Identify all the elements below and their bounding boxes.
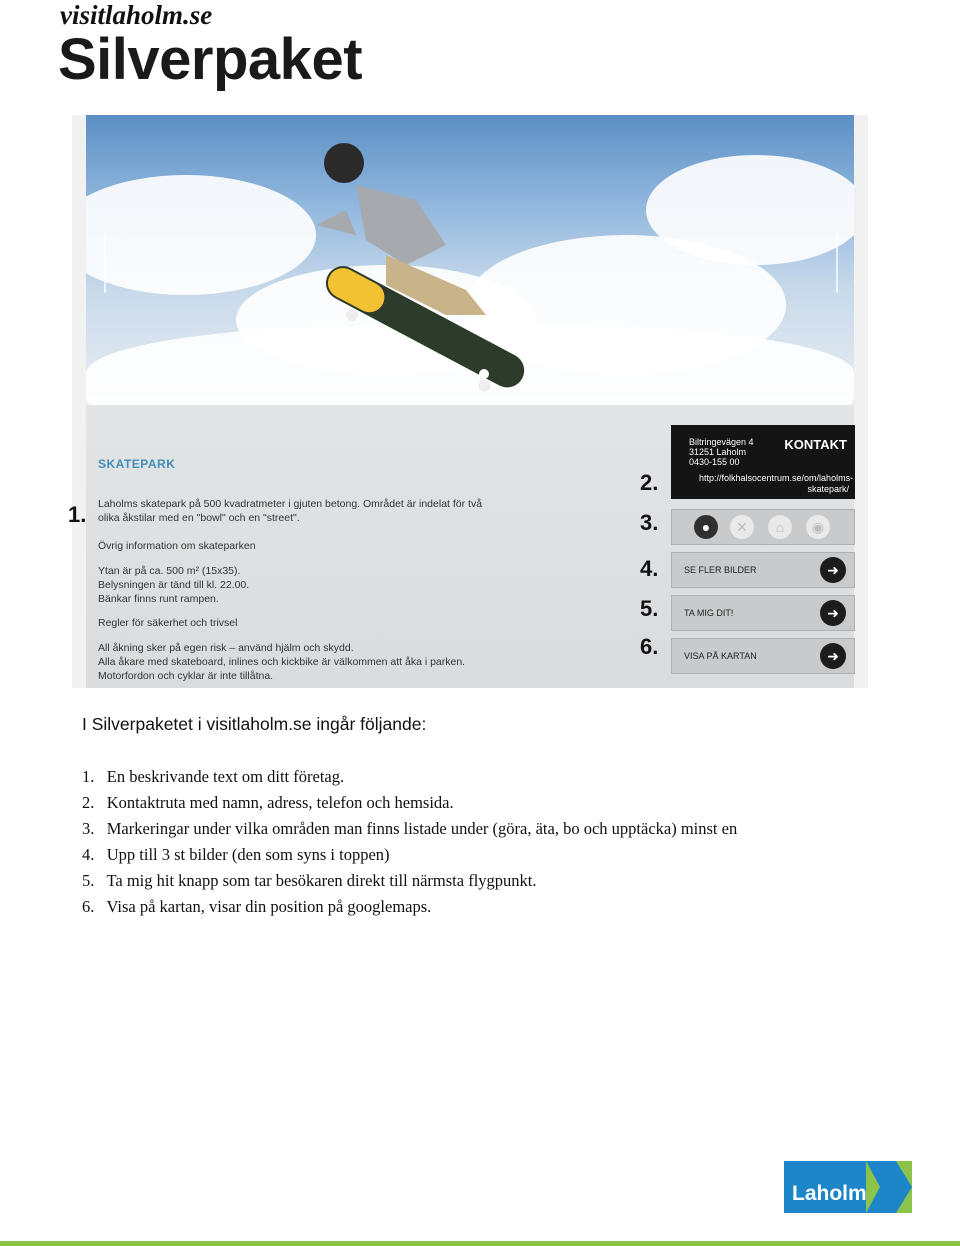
rules-heading: Regler för säkerhet och trivsel	[98, 617, 238, 629]
category-markers	[671, 509, 855, 545]
button-label: TA MIG DIT!	[684, 608, 734, 618]
contact-address: Biltringevägen 4	[689, 437, 754, 447]
logo-mark	[866, 1161, 912, 1213]
house-icon[interactable]: ⌂	[768, 515, 792, 539]
skateboarder-image	[86, 115, 854, 405]
list-item: 6. Visa på kartan, visar din position på googlemaps.	[82, 897, 432, 916]
show-on-map-button[interactable]	[671, 638, 855, 674]
logo-text: Laholm	[792, 1182, 867, 1205]
list-item: 4. Upp till 3 st bilder (den som syns i toppen)	[82, 845, 390, 864]
list-item: 2. Kontaktruta med namn, adress, telefon och hemsida.	[82, 793, 454, 812]
contact-postal: 31251 Laholm	[689, 447, 747, 457]
contact-title: KONTAKT	[784, 437, 847, 452]
info-line: Bänkar finns runt rampen.	[98, 593, 219, 605]
info-line: Belysningen är tänd till kl. 22.00.	[98, 579, 250, 591]
list-item: 5. Ta mig hit knapp som tar besökaren direkt till närmsta flygpunkt.	[82, 871, 537, 890]
rules-line: Motorfordon och cyklar är inte tillåtna.	[98, 670, 274, 682]
arrow-right-icon: ➜	[820, 643, 846, 669]
website-screenshot	[72, 115, 868, 688]
arrow-right-icon: ➜	[820, 600, 846, 626]
info-line: Ytan är på ca. 500 m² (15x35).	[98, 565, 241, 577]
intro-text: I Silverpaketet i visitlaholm.se ingår följande:	[82, 714, 427, 734]
footer-line	[0, 1241, 960, 1246]
button-label: VISA PÅ KARTAN	[684, 651, 757, 661]
contact-phone: 0430-155 00	[689, 457, 740, 467]
arrow-right-icon: ➜	[820, 557, 846, 583]
cutlery-icon[interactable]: ✕	[730, 515, 754, 539]
marker-2: 2.	[640, 470, 659, 495]
rules-line: All åkning sker på egen risk – använd hjälm och skydd.	[98, 642, 354, 654]
location-pin-icon[interactable]: ●	[694, 515, 718, 539]
marker-5: 5.	[640, 596, 659, 621]
feature-list	[82, 764, 737, 920]
info-heading: Övrig information om skateparken	[98, 540, 256, 552]
marker-4: 4.	[640, 556, 659, 581]
contact-url[interactable]	[699, 473, 854, 495]
contact-url-line[interactable]: skatepark/	[807, 484, 849, 494]
description-text: Laholms skatepark på 500 kvadratmeter i gjuten betong. Området är indelat för två olika åkstilar med en "bowl" och en "street".	[98, 498, 483, 524]
laholm-logo	[784, 1161, 912, 1213]
slide-indicator[interactable]	[479, 369, 489, 379]
page-title: Silverpaket	[58, 27, 363, 92]
rules-line: Alla åkare med skateboard, inlines och kickbike är välkommen att åka i parken.	[98, 656, 466, 668]
hero-image	[86, 115, 854, 405]
contact-box	[671, 425, 855, 499]
category-heading: SKATEPARK	[98, 457, 176, 471]
more-photos-button[interactable]	[671, 552, 855, 588]
list-item: 3. Markeringar under vilka områden man finns listade under (göra, äta, bo och upptäcka) minst en	[82, 819, 738, 838]
take-me-there-button[interactable]	[671, 595, 855, 631]
button-label: SE FLER BILDER	[684, 565, 757, 575]
content-area	[86, 405, 854, 688]
eye-icon[interactable]: ◉	[806, 515, 830, 539]
marker-6: 6.	[640, 634, 659, 659]
list-item: 1. En beskrivande text om ditt företag.	[82, 767, 345, 786]
contact-url-line[interactable]: http://folkhalsocentrum.se/om/laholms-	[699, 473, 854, 483]
marker-1: 1.	[68, 502, 87, 527]
marker-3: 3.	[640, 510, 659, 535]
site-name: visitlaholm.se	[60, 0, 213, 30]
